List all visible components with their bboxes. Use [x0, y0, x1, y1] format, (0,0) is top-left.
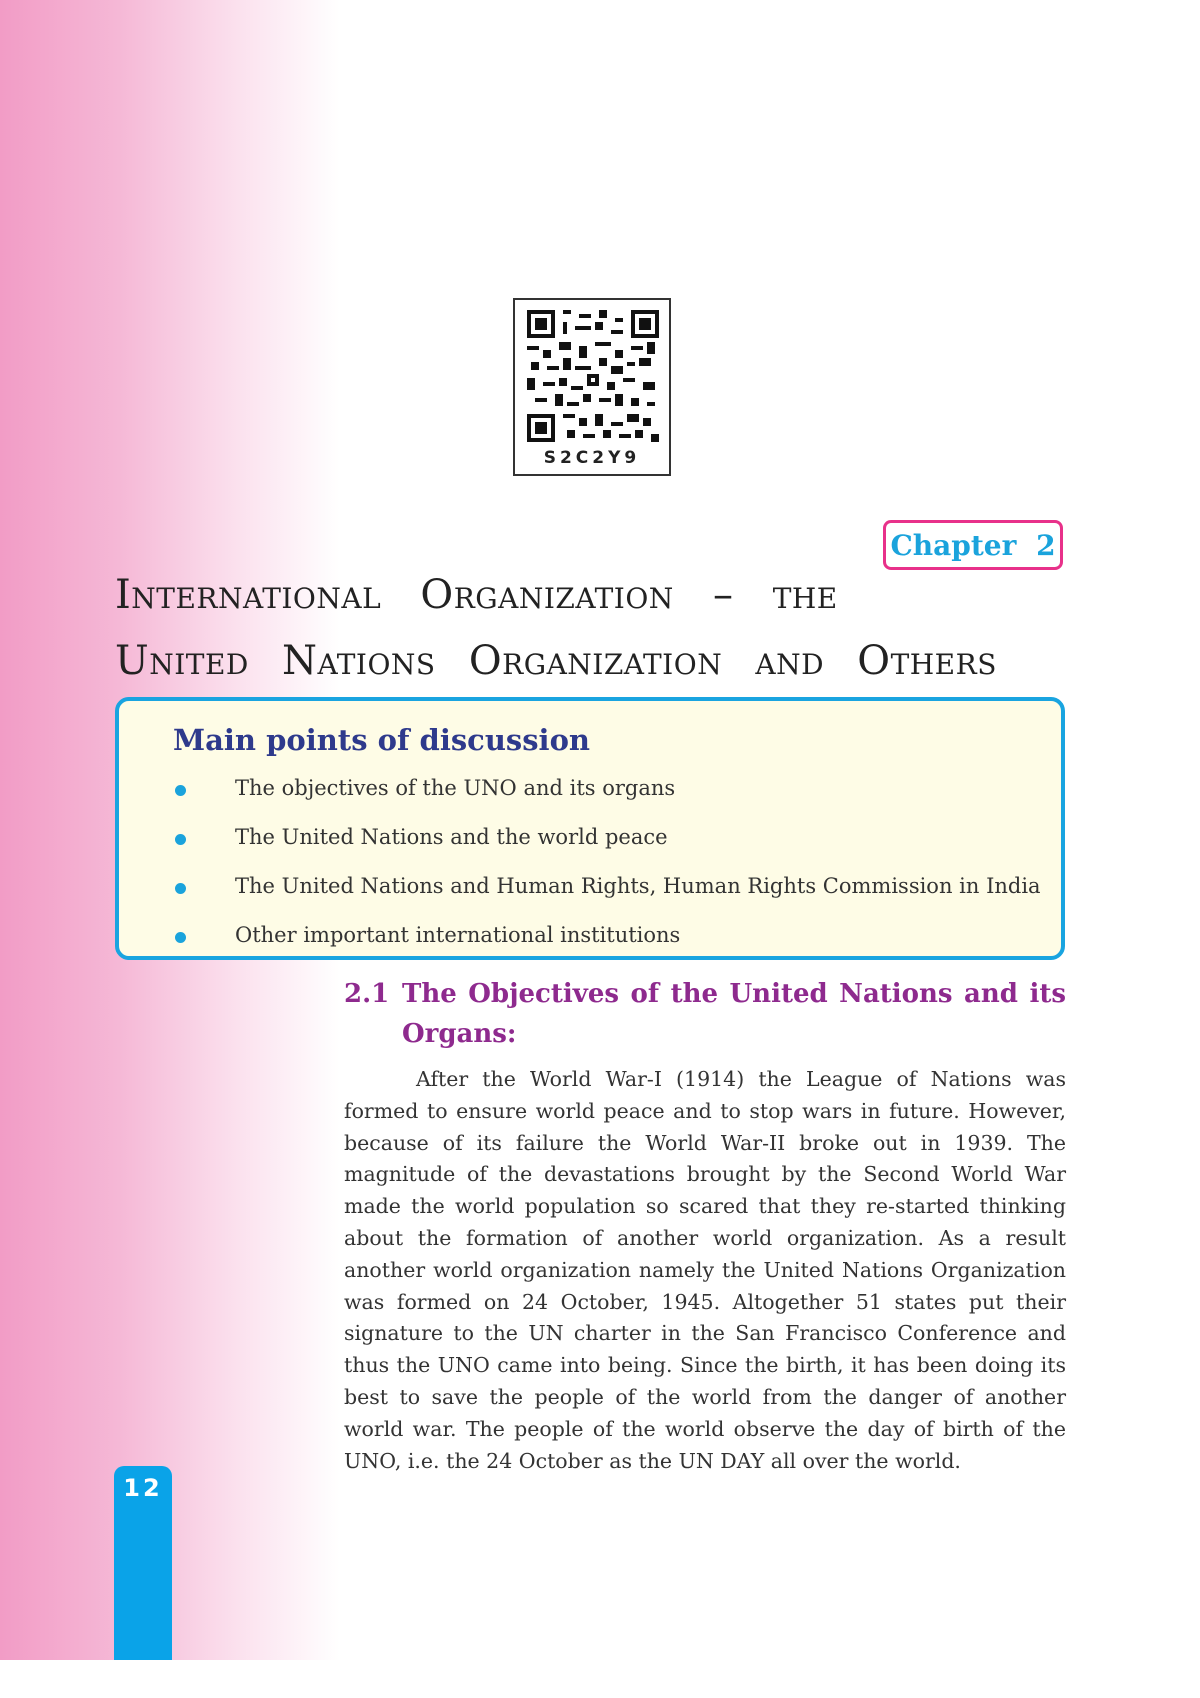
- list-item-text: The United Nations and the world peace: [235, 825, 668, 849]
- section-body-paragraph: After the World War-I (1914) the League of Nations was formed to ensure world peace and to stop wars in future. However, because of its failure the World War-II broke out in 1939. The magnitude of the devastations brought by the Second World War made the world population so scared that they re-started thinking about the formation of another world organization. As a result another world organization namely the United Nations Organization was formed on 24 October, 1945. Altogether 51 states put their signature to the UN charter in the San Francisco Conference and thus the UNO came into being. Since the birth, it has been doing its best to save the people of the world from the danger of another world war. The people of the world observe the day of birth of the UNO, i.e. the 24 October as the UN DAY all over the world.: [344, 1067, 1066, 1473]
- list-item: [173, 776, 1041, 825]
- section-number: 2.1: [344, 979, 390, 1009]
- discussion-heading: Main points of discussion: [173, 723, 591, 757]
- section-heading-line1: [344, 974, 1066, 1014]
- list-item: [173, 874, 1041, 923]
- page-number: 12: [123, 1474, 163, 1502]
- qr-code-icon: [527, 310, 659, 442]
- bullet-icon: [175, 785, 186, 796]
- qr-code-box: [513, 298, 671, 476]
- list-item-text: The United Nations and Human Rights, Human Rights Commission in India: [235, 874, 1041, 898]
- discussion-box: [115, 697, 1065, 960]
- bullet-icon: [175, 932, 186, 943]
- list-item-text: The objectives of the UNO and its organs: [235, 776, 676, 800]
- list-item: [173, 825, 1041, 874]
- page-number-tab: [114, 1466, 172, 1660]
- qr-code-label: S2C2Y9: [543, 448, 641, 468]
- chapter-title-line2: United Nations Organization and Others: [115, 638, 997, 684]
- bullet-icon: [175, 834, 186, 845]
- bullet-icon: [175, 883, 186, 894]
- discussion-list: [173, 776, 1041, 972]
- list-item: [173, 923, 1041, 972]
- list-item-text: Other important international institutions: [235, 923, 681, 947]
- section-title-line1: The Objectives of the United Nations and its: [402, 979, 1066, 1009]
- section-title-line2: Organs:: [402, 1019, 517, 1049]
- chapter-badge: Chapter 2: [883, 520, 1063, 570]
- chapter-title-line1: International Organization – the: [115, 572, 838, 618]
- section-heading: [344, 974, 1066, 1054]
